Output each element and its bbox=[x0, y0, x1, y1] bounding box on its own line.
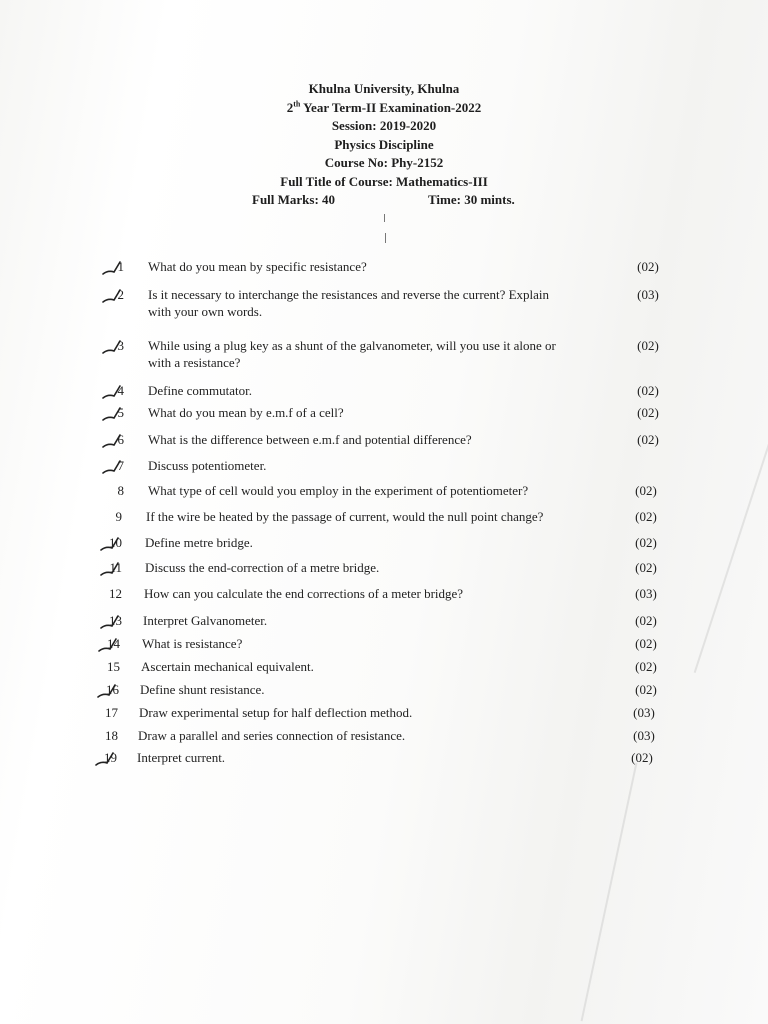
pencil-mark bbox=[384, 214, 385, 222]
discipline: Physics Discipline bbox=[334, 136, 434, 152]
question-number: 15 bbox=[107, 659, 120, 674]
question-number: 3 bbox=[117, 338, 124, 353]
question-item bbox=[0, 749, 768, 785]
question-text: Ascertain mechanical equivalent. bbox=[141, 659, 314, 674]
question-marks: (03) bbox=[633, 728, 655, 743]
question-text: Interpret Galvanometer. bbox=[143, 613, 268, 628]
question-marks: (02) bbox=[637, 383, 659, 398]
question-marks: (03) bbox=[635, 586, 657, 601]
pencil-mark bbox=[385, 233, 386, 243]
question-number: 5 bbox=[117, 405, 124, 420]
question-text: Draw experimental setup for half deflection method. bbox=[139, 705, 413, 720]
question-text: While using a plug key as a shunt of the galvanometer, will you use it alone or bbox=[148, 338, 556, 353]
university-name: Khulna University, Khulna bbox=[308, 81, 460, 96]
question-marks: (02) bbox=[637, 259, 659, 274]
question-text: Discuss the end-correction of a metre bridge. bbox=[145, 560, 380, 575]
question-number: 2 bbox=[117, 287, 124, 302]
question-number: 14 bbox=[107, 636, 120, 651]
question-text: What do you mean by e.m.f of a cell? bbox=[148, 405, 344, 420]
session: Session: 2019-2020 bbox=[331, 118, 437, 133]
question-text: Define commutator. bbox=[148, 383, 252, 398]
question-number: 13 bbox=[109, 613, 122, 628]
question-text: Define shunt resistance. bbox=[140, 682, 265, 697]
question-text: How can you calculate the end corrections of a meter bridge? bbox=[144, 586, 464, 601]
exam-time: Time: 30 mints. bbox=[428, 192, 515, 207]
question-text: Draw a parallel and series connection of resistance. bbox=[138, 728, 406, 743]
question-number: 7 bbox=[117, 458, 124, 473]
question-number: 6 bbox=[117, 432, 124, 447]
question-item bbox=[0, 337, 768, 373]
question-text-continued: with your own words. bbox=[148, 304, 263, 319]
question-number: 11 bbox=[109, 560, 122, 575]
question-number: 4 bbox=[117, 383, 124, 398]
question-text: What is the difference between e.m.f and potential difference? bbox=[148, 432, 472, 447]
question-marks: (02) bbox=[631, 750, 653, 765]
exam-title: 2th Year Term-II Examination-2022 bbox=[286, 99, 482, 115]
course-title: Full Title of Course: Mathematics-III bbox=[280, 173, 488, 189]
course-number: Course No: Phy-2152 bbox=[324, 155, 444, 170]
full-marks: Full Marks: 40 bbox=[252, 192, 336, 207]
question-number: 8 bbox=[117, 483, 124, 498]
question-text: If the wire be heated by the passage of current, would the null point change? bbox=[146, 509, 544, 524]
question-marks: (02) bbox=[637, 432, 659, 447]
question-number: 12 bbox=[109, 586, 122, 601]
question-text: Define metre bridge. bbox=[145, 535, 253, 550]
question-marks: (02) bbox=[635, 483, 657, 498]
question-text: Is it necessary to interchange the resistances and reverse the current? Explain bbox=[148, 287, 550, 302]
question-marks: (02) bbox=[635, 659, 657, 674]
question-number: 9 bbox=[115, 509, 122, 524]
question-text: Interpret current. bbox=[137, 750, 226, 765]
question-number: 18 bbox=[105, 728, 118, 743]
question-text: What do you mean by specific resistance? bbox=[148, 259, 367, 274]
question-marks: (02) bbox=[635, 560, 657, 575]
question-marks: (02) bbox=[635, 682, 657, 697]
question-marks: (03) bbox=[637, 287, 659, 302]
question-marks: (02) bbox=[635, 509, 657, 524]
question-marks: (02) bbox=[635, 613, 657, 628]
question-number: 10 bbox=[109, 535, 122, 550]
question-number: 17 bbox=[105, 705, 118, 720]
question-marks: (02) bbox=[637, 338, 659, 353]
question-number: 1 bbox=[117, 259, 124, 274]
question-text: Discuss potentiometer. bbox=[148, 458, 267, 473]
question-marks: (03) bbox=[633, 705, 655, 720]
question-number: 16 bbox=[106, 682, 119, 697]
question-text: What is resistance? bbox=[142, 636, 243, 651]
question-marks: (02) bbox=[637, 405, 659, 420]
paper-crease bbox=[581, 763, 638, 1022]
question-item bbox=[0, 286, 768, 322]
question-text: What type of cell would you employ in the experiment of potentiometer? bbox=[148, 483, 529, 498]
question-text-continued: with a resistance? bbox=[148, 355, 241, 370]
question-marks: (02) bbox=[635, 535, 657, 550]
question-marks: (02) bbox=[635, 636, 657, 651]
question-number: 19 bbox=[104, 750, 117, 765]
exam-header bbox=[0, 80, 768, 191]
